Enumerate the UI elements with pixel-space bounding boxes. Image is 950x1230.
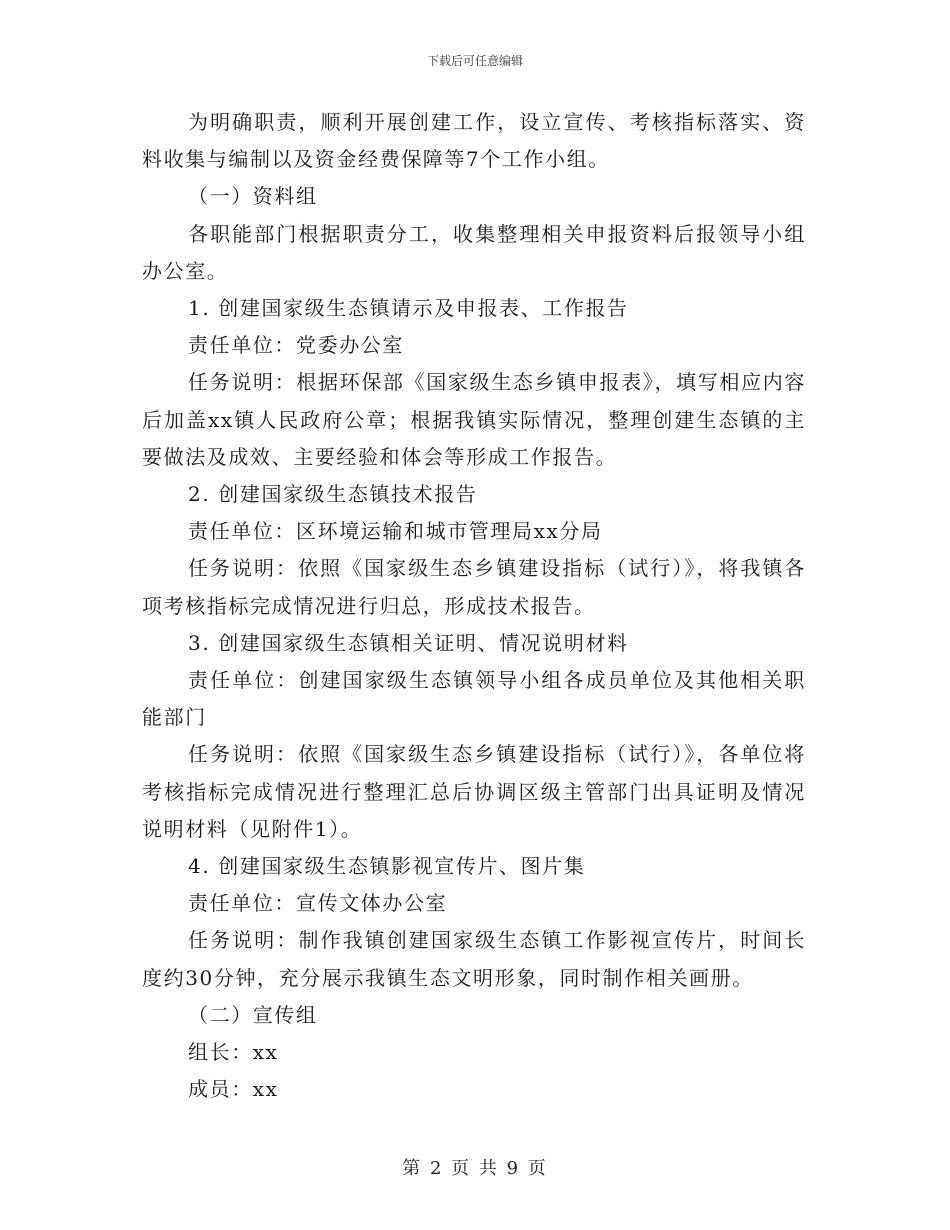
page-header-note: 下载后可任意编辑 [426,54,523,68]
item4-task-description: 任务说明：制作我镇创建国家级生态镇工作影视宣传片，时间长度约30分钟，充分展示我镇生态文明形象，同时制作相关画册。 [142,928,806,990]
item1-title: 1. 创建国家级生态镇请示及申报表、工作报告 [188,296,629,321]
document-body [142,104,806,1108]
page-number-footer: 第 2 页 共 9 页 [402,1158,548,1179]
item3-task-description: 任务说明：依照《国家级生态乡镇建设指标（试行）》，各单位将考核指标完成情况进行整理汇总后协调区级主管部门出具证明及情况说明材料（见附件1）。 [142,742,806,841]
item2-responsible-unit: 责任单位：区环境运输和城市管理局xx分局 [188,519,603,544]
item1-responsible-unit: 责任单位：党委办公室 [188,333,404,358]
item1-task-description: 任务说明：根据环保部《国家级生态乡镇申报表》，填写相应内容后加盖xx镇人民政府公章；根据我镇实际情况，整理创建生态镇的主要做法及成效、主要经验和体会等形成工作报告。 [142,370,806,469]
item3-responsible-unit: 责任单位：创建国家级生态镇领导小组各成员单位及其他相关职能部门 [142,668,806,730]
item4-responsible-unit: 责任单位：宣传文体办公室 [188,891,448,916]
group1-heading: （一）资料组 [188,184,318,209]
item2-task-description: 任务说明：依照《国家级生态乡镇建设指标（试行）》，将我镇各项考核指标完成情况进行归总，形成技术报告。 [142,556,806,618]
item4-title: 4. 创建国家级生态镇影视宣传片、图片集 [188,854,586,879]
group1-description: 各职能部门根据职责分工，收集整理相关申报资料后报领导小组办公室。 [142,221,806,283]
group2-members: 成员：xx [188,1077,279,1102]
item3-title: 3. 创建国家级生态镇相关证明、情况说明材料 [188,630,629,655]
item2-title: 2. 创建国家级生态镇技术报告 [188,482,478,507]
intro-paragraph: 为明确职责，顺利开展创建工作，设立宣传、考核指标落实、资料收集与编制以及资金经费保障等7个工作小组。 [142,110,806,172]
group2-leader: 组长：xx [188,1040,279,1065]
group2-heading: （二）宣传组 [188,1002,318,1027]
